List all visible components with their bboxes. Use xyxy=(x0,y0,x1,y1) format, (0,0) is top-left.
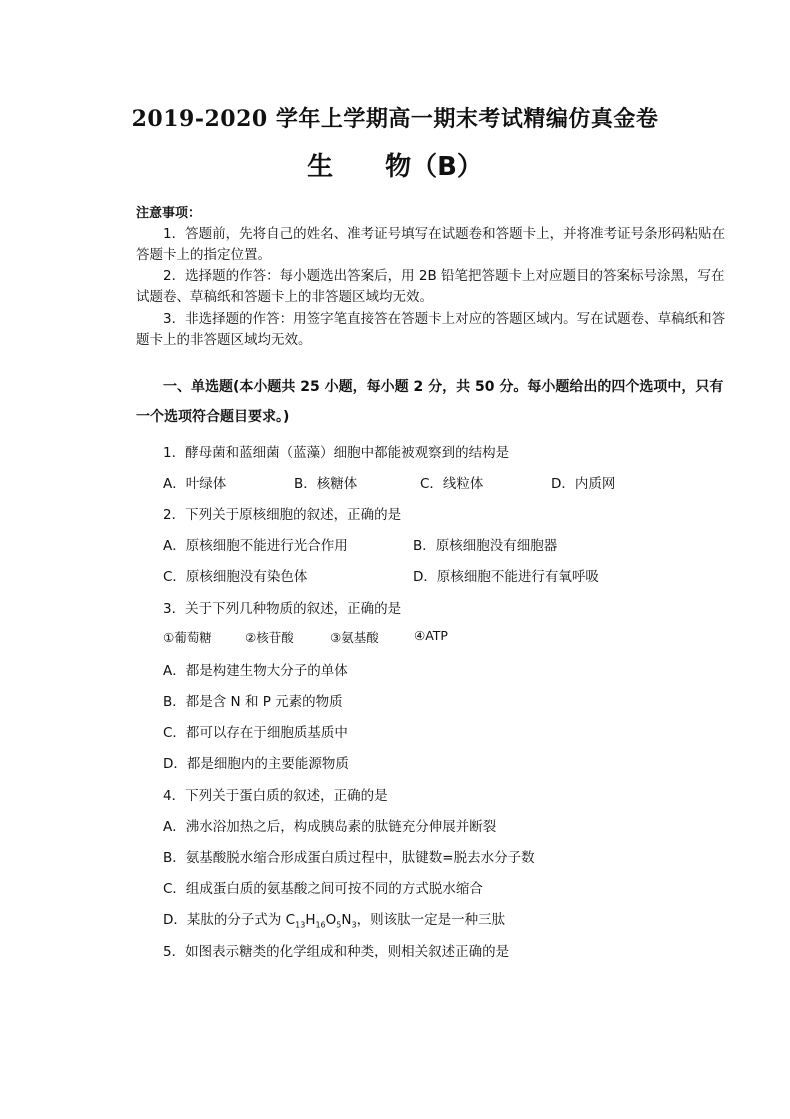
option-d-prefix: D．某肽的分子式为 C xyxy=(163,912,296,928)
question-4-option-a: A．沸水浴加热之后，构成胰岛素的肽链充分伸展并断裂 xyxy=(163,819,497,835)
question-4-option-b: B．氨基酸脱水缩合形成蛋白质过程中，肽键数=脱去水分子数 xyxy=(163,850,535,866)
question-2-stem: 2．下列关于原核细胞的叙述，正确的是 xyxy=(163,507,402,523)
question-1-option-d: D．内质网 xyxy=(551,476,616,492)
formula-o-count: 5 xyxy=(336,920,342,930)
subject-title-rest: 物（B） xyxy=(385,152,483,182)
option-d-suffix: ，则该肽一定是一种三肽 xyxy=(356,912,506,928)
question-3-option-a: A．都是构建生物大分子的单体 xyxy=(163,663,348,679)
question-3-item-2: ②核苷酸 xyxy=(245,630,294,645)
question-3-stem: 3．关于下列几种物质的叙述，正确的是 xyxy=(163,601,402,617)
exam-title: 2019-2020 学年上学期高一期末考试精编仿真金卷 xyxy=(131,106,659,132)
question-1-option-b: B．核糖体 xyxy=(294,476,358,492)
notice-heading: 注意事项： xyxy=(136,206,202,221)
question-5-stem: 5．如图表示糖类的化学组成和种类，则相关叙述正确的是 xyxy=(163,944,510,960)
section-heading: 一、单选题(本小题共 25 小题，每小题 2 分，共 50 分。每小题给出的四个选项中，只有一个选项符合题目要求。) xyxy=(136,379,724,425)
question-3-option-d: D．都是细胞内的主要能源物质 xyxy=(163,756,349,772)
question-2-option-d: D．原核细胞不能进行有氧呼吸 xyxy=(413,569,599,585)
question-1-option-c: C．线粒体 xyxy=(420,476,484,492)
question-3-option-b: B．都是含 N 和 P 元素的物质 xyxy=(163,694,343,710)
question-3-option-c: C．都可以存在于细胞质基质中 xyxy=(163,725,348,741)
notice-item-1: 1．答题前，先将自己的姓名、准考证号填写在试题卷和答题卡上，并将准考证号条形码粘贴在答题卡上的指定位置。 xyxy=(136,226,726,263)
question-2-option-b: B．原核细胞没有细胞器 xyxy=(413,538,558,554)
question-4-stem: 4．下列关于蛋白质的叙述，正确的是 xyxy=(163,788,388,804)
formula-h-count: 16 xyxy=(315,920,326,930)
question-2-option-a: A．原核细胞不能进行光合作用 xyxy=(163,538,348,554)
question-1-stem: 1．酵母菌和蓝细菌（蓝藻）细胞中都能被观察到的结构是 xyxy=(163,445,510,461)
subject-title xyxy=(0,146,790,183)
notice-item-3: 3．非选择题的作答：用签字笔直接答在答题卡上对应的答题区域内。写在试题卷、草稿纸和答题卡上的非答题区域均无效。 xyxy=(136,311,726,348)
question-3-item-4: ④ATP xyxy=(414,628,448,643)
question-3-item-3: ③氨基酸 xyxy=(330,630,379,645)
notice-item-2: 2．选择题的作答：每小题选出答案后，用 2B 铅笔把答题卡上对应题目的答案标号涂黑，写在试题卷、草稿纸和答题卡上的非答题区域均无效。 xyxy=(136,268,725,305)
formula-n-count: 3 xyxy=(351,920,357,930)
question-4-option-c: C．组成蛋白质的氨基酸之间可按不同的方式脱水缩合 xyxy=(163,881,483,897)
question-1-option-a: A．叶绿体 xyxy=(163,476,227,492)
formula-c-count: 13 xyxy=(295,920,306,930)
subject-title-char: 生 xyxy=(307,152,334,182)
question-2-option-c: C．原核细胞没有染色体 xyxy=(163,569,308,585)
question-3-item-1: ①葡萄糖 xyxy=(163,630,212,645)
question-4-option-d: D．某肽的分子式为 $C_{13}H_{16}O_5N_3$，则该肽一定是一种三肽 xyxy=(163,912,506,930)
